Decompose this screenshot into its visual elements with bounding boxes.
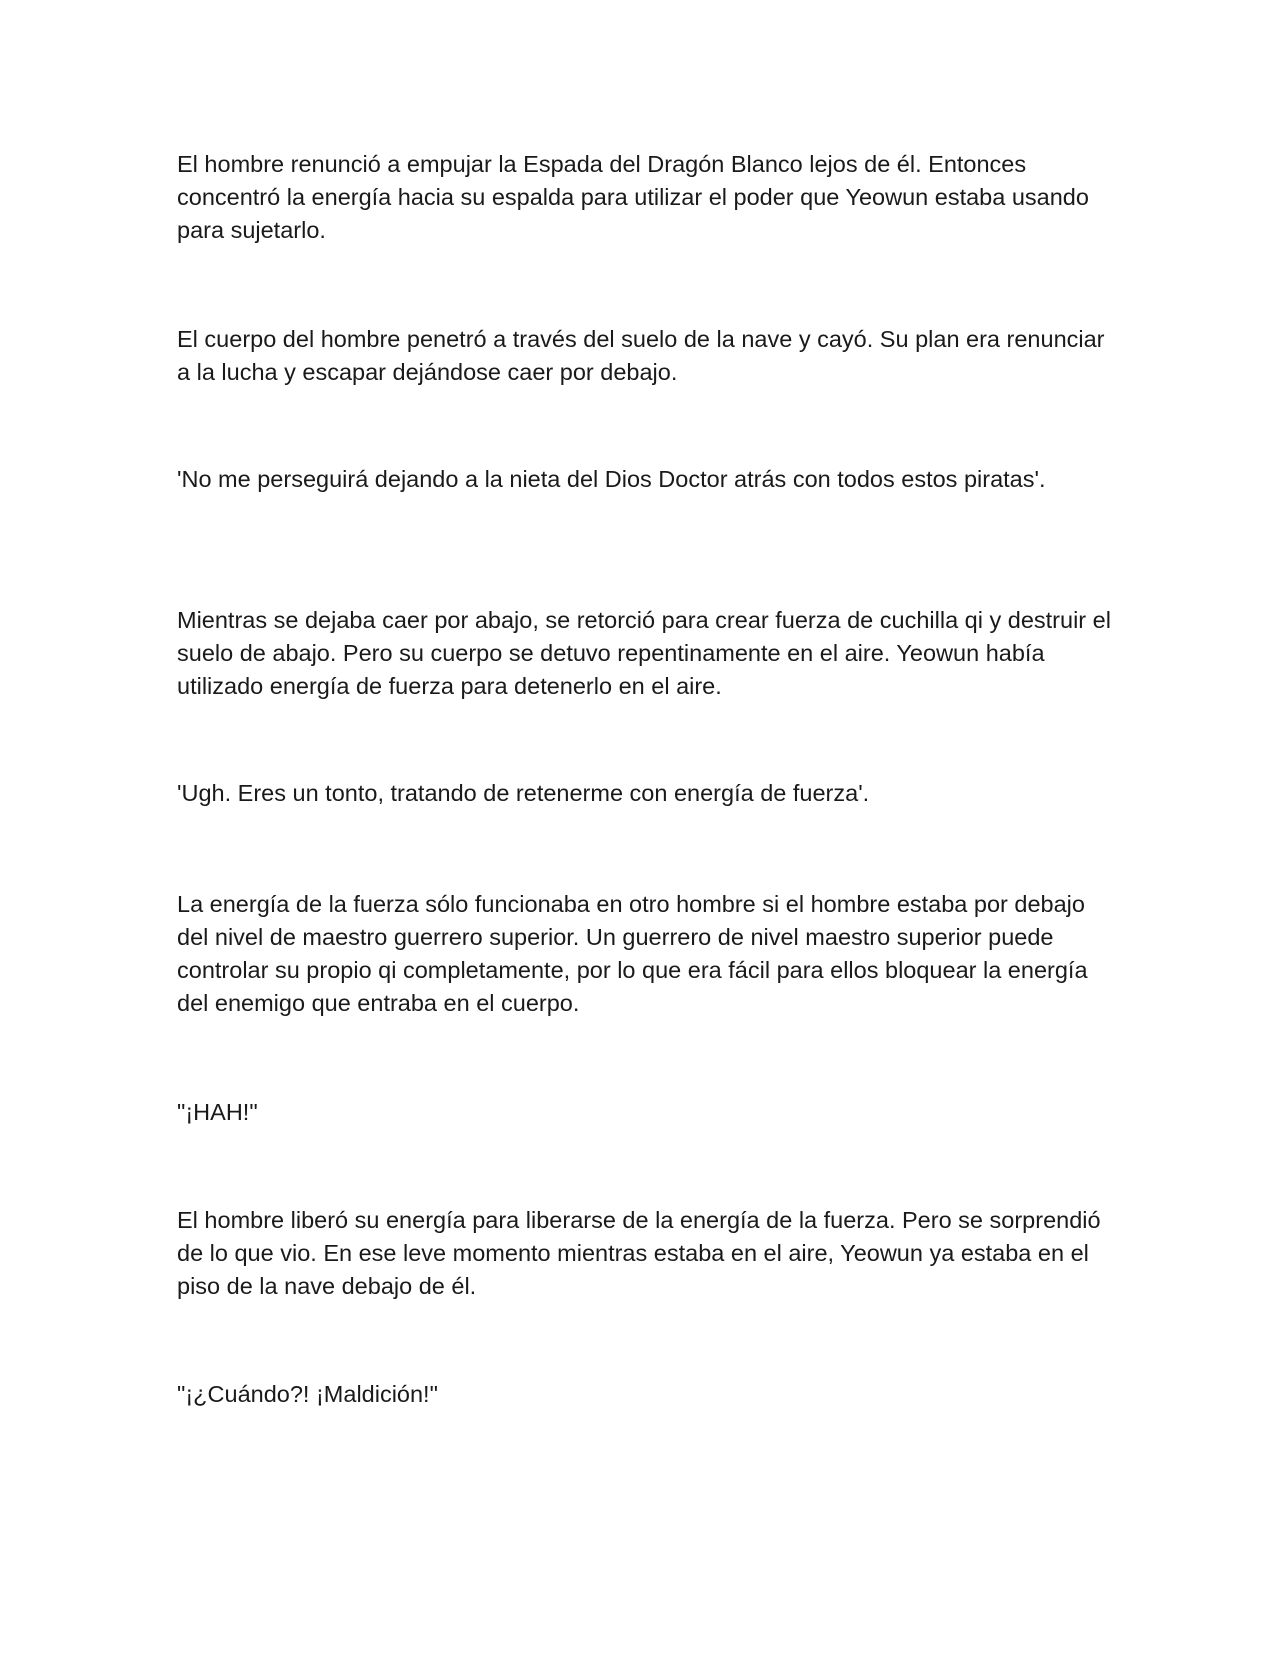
- paragraph: 'Ugh. Eres un tonto, tratando de retenerme con energía de fuerza'.: [177, 780, 870, 806]
- paragraph: "¡HAH!": [177, 1099, 258, 1125]
- paragraph: El cuerpo del hombre penetró a través del suelo de la nave y cayó. Su plan era renunciar a la lucha y escapar dejándose caer por debajo.: [177, 326, 1105, 385]
- paragraph: "¡¿Cuándo?! ¡Maldición!": [177, 1381, 438, 1407]
- paragraph: El hombre liberó su energía para liberarse de la energía de la fuerza. Pero se sorprendió de lo que vio. En ese leve momento mientras estaba en el aire, Yeowun ya estaba en el piso de la nave debajo de él.: [177, 1207, 1101, 1299]
- paragraph: El hombre renunció a empujar la Espada del Dragón Blanco lejos de él. Entonces concentró la energía hacia su espalda para utilizar el poder que Yeowun estaba usando para sujetarlo.: [177, 151, 1089, 243]
- paragraph: Mientras se dejaba caer por abajo, se retorció para crear fuerza de cuchilla qi y destruir el suelo de abajo. Pero su cuerpo se detuvo repentinamente en el aire. Yeowun había utilizado energía de fuerza para detenerlo en el aire.: [177, 607, 1111, 699]
- paragraph: La energía de la fuerza sólo funcionaba en otro hombre si el hombre estaba por debajo del nivel de maestro guerrero superior. Un guerrero de nivel maestro superior puede controlar su propio qi completamente, por lo que era fácil para ellos bloquear la energía del enemigo que entraba en el cuerpo.: [177, 891, 1088, 1016]
- paragraph: 'No me perseguirá dejando a la nieta del Dios Doctor atrás con todos estos piratas'.: [177, 466, 1046, 492]
